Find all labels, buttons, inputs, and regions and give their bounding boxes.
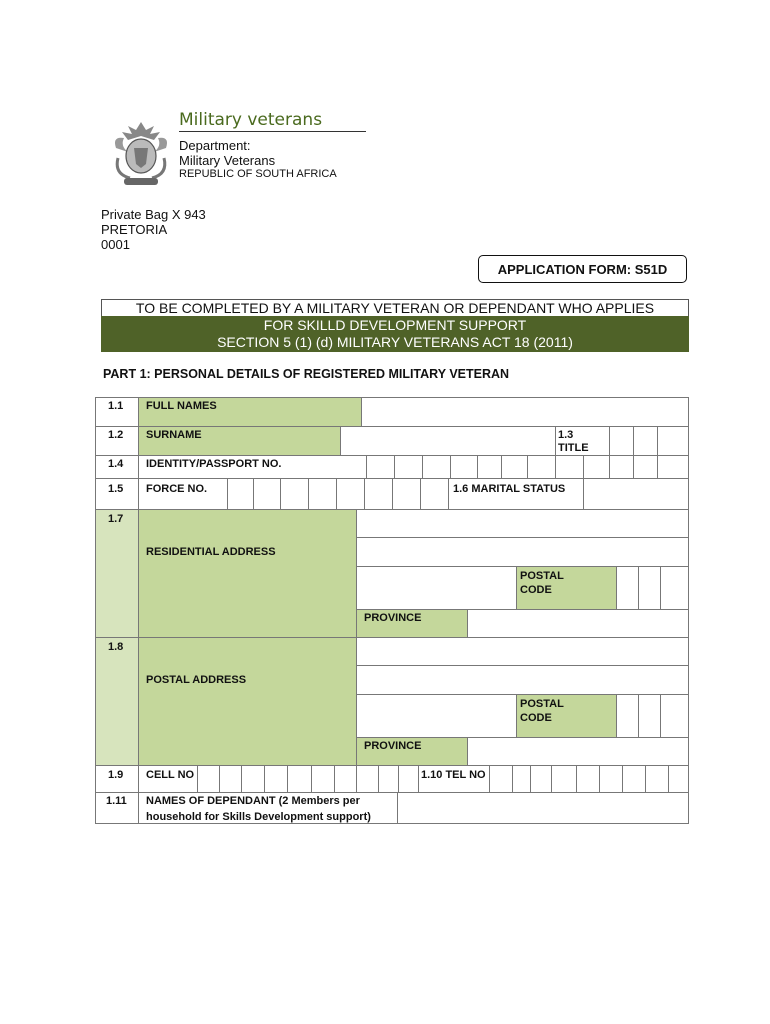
full-names-label: FULL NAMES xyxy=(146,400,217,412)
field-number-1-11: 1.11 xyxy=(106,795,127,807)
address-line-1: Private Bag X 943 xyxy=(101,207,206,222)
pos-postal-label: POSTAL xyxy=(520,698,564,710)
pos-postal-code-input[interactable] xyxy=(617,695,688,737)
department-label: Department: xyxy=(179,138,251,153)
field-number-1-4: 1.4 xyxy=(108,458,124,470)
postal-label-cell xyxy=(139,638,357,766)
banner-line-3: SECTION 5 (1) (d) MILITARY VETERANS ACT 18 (2011) xyxy=(217,334,573,350)
field-number-1-2: 1.2 xyxy=(108,429,124,441)
tel-no-label: 1.10 TEL NO xyxy=(421,769,486,781)
res-province-label: PROVINCE xyxy=(364,612,422,624)
residential-address-label: RESIDENTIAL ADDRESS xyxy=(146,546,276,558)
force-no-input[interactable] xyxy=(228,479,448,509)
banner-line-2: FOR SKILLD DEVELOPMENT SUPPORT xyxy=(263,317,527,333)
field-number-1-9: 1.9 xyxy=(108,769,124,781)
pos-province-input[interactable] xyxy=(468,738,688,765)
field-number-1-7: 1.7 xyxy=(108,513,124,525)
residential-address-line-2-input[interactable] xyxy=(357,538,688,566)
marital-status-label: 1.6 MARITAL STATUS xyxy=(453,483,566,495)
residential-address-line-3-input[interactable] xyxy=(357,567,516,609)
address-line-2: PRETORIA xyxy=(101,222,168,237)
banner-line-1: TO BE COMPLETED BY A MILITARY VETERAN OR DEPENDANT WHO APPLIES xyxy=(135,300,655,316)
force-no-label: FORCE NO. xyxy=(146,483,208,495)
identity-input[interactable] xyxy=(367,456,688,478)
residential-address-line-1-input[interactable] xyxy=(357,510,688,537)
title-input[interactable] xyxy=(610,427,688,455)
dependant-label-line-1: NAMES OF DEPENDANT (2 Members per xyxy=(146,795,360,807)
res-postal-label: POSTAL xyxy=(520,570,564,582)
postal-address-line-3-input[interactable] xyxy=(357,695,516,737)
postal-address-line-1-input[interactable] xyxy=(357,638,688,665)
field-number-1-1: 1.1 xyxy=(108,400,124,412)
pos-province-label: PROVINCE xyxy=(364,740,422,752)
residential-label-cell xyxy=(139,510,357,638)
postal-address-line-2-input[interactable] xyxy=(357,666,688,694)
pos-code-label: CODE xyxy=(520,712,552,724)
part1-title: PART 1: PERSONAL DETAILS OF REGISTERED MILITARY VETERAN xyxy=(103,367,510,381)
country-name: REPUBLIC OF SOUTH AFRICA xyxy=(179,168,337,180)
field-number-1-8: 1.8 xyxy=(108,641,124,653)
surname-input[interactable] xyxy=(341,427,555,455)
field-number-1-5: 1.5 xyxy=(108,483,124,495)
identity-label: IDENTITY/PASSPORT NO. xyxy=(146,458,282,470)
dependant-label-line-2: household for Skills Development support) xyxy=(146,811,371,823)
title-label: TITLE xyxy=(558,442,589,454)
field-number-1-3: 1.3 xyxy=(558,429,574,441)
cell-no-label: CELL NO xyxy=(146,769,195,781)
res-code-label: CODE xyxy=(520,584,552,596)
tel-no-input[interactable] xyxy=(490,766,688,792)
res-province-input[interactable] xyxy=(468,610,688,637)
full-names-input[interactable] xyxy=(362,398,688,426)
marital-status-input[interactable] xyxy=(584,479,688,509)
form-id-box: APPLICATION FORM: S51D xyxy=(478,255,687,283)
postal-address-label: POSTAL ADDRESS xyxy=(146,674,247,686)
dependant-names-input[interactable] xyxy=(398,793,688,823)
address-line-3: 0001 xyxy=(101,237,130,252)
cell-no-input[interactable] xyxy=(198,766,418,792)
logo-title: Military veterans xyxy=(179,110,323,130)
department-name: Military Veterans xyxy=(179,153,276,168)
surname-label: SURNAME xyxy=(146,429,202,441)
res-postal-code-input[interactable] xyxy=(617,567,688,609)
